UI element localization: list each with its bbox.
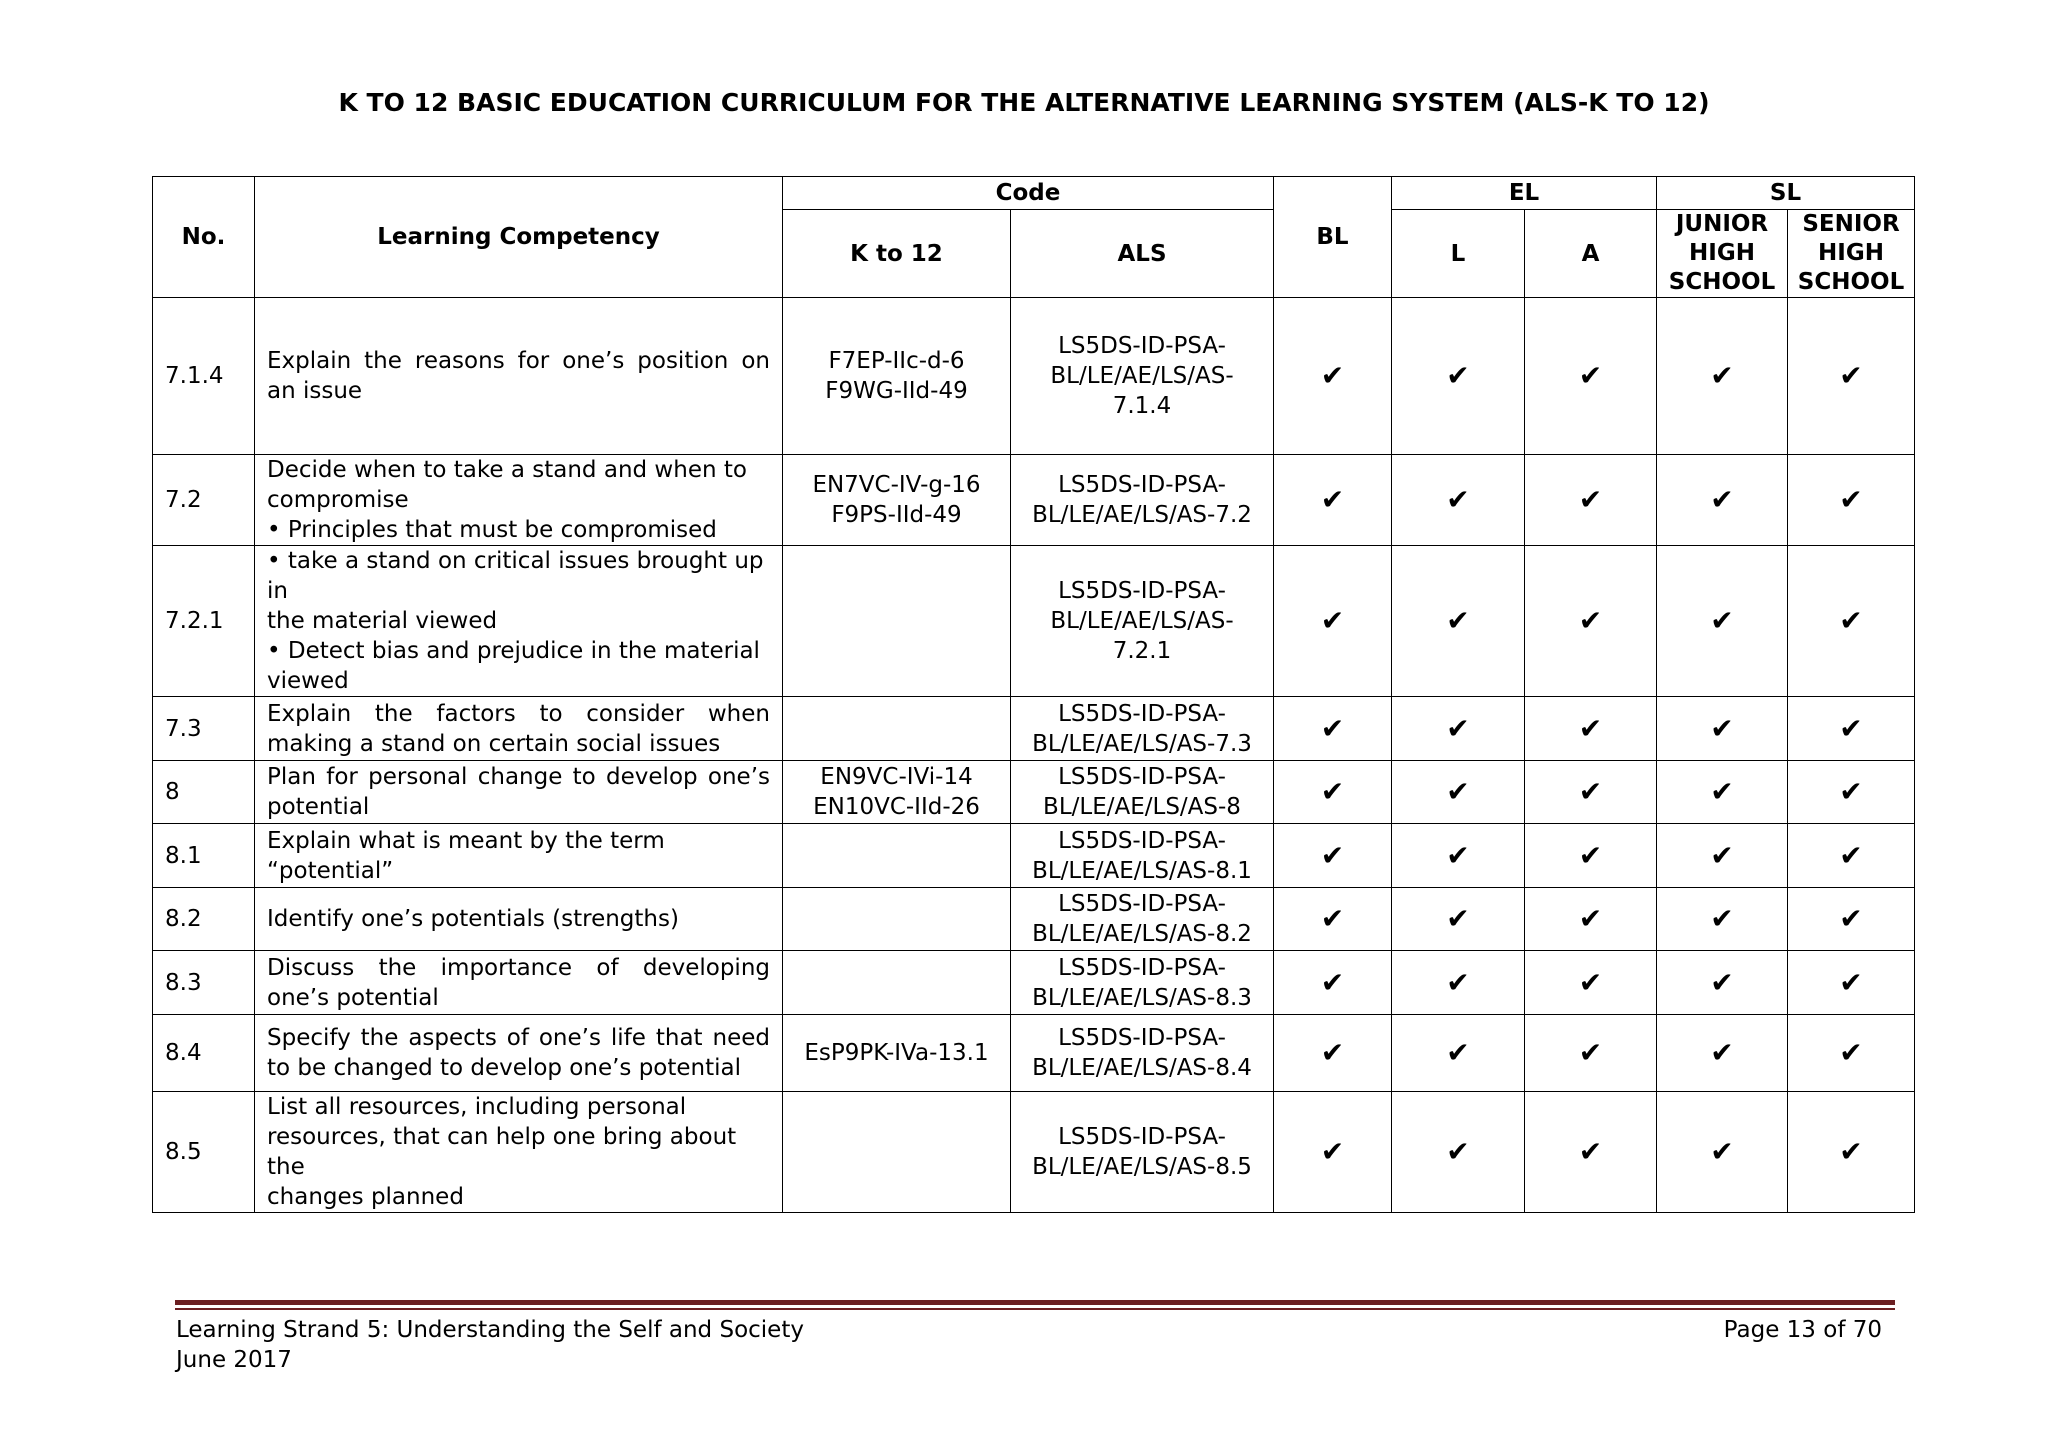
competency-line: Plan for personal change to develop one’s potential [267, 764, 770, 820]
table-row [153, 1015, 1915, 1092]
als-code-line: LS5DS-ID-PSA- [1058, 827, 1226, 854]
als-code [1011, 1092, 1274, 1213]
k-to-12-code [783, 1015, 1011, 1092]
row-number: 8.2 [153, 888, 255, 951]
table-row [153, 298, 1915, 455]
als-code-line: BL/LE/AE/LS/AS-8.2 [1032, 921, 1252, 947]
check-mark-el-l: ✔ [1392, 298, 1525, 455]
check-mark-el-a: ✔ [1525, 888, 1657, 951]
check-mark-el-a: ✔ [1525, 455, 1657, 546]
check-mark-el-a: ✔ [1525, 697, 1657, 761]
table-row [153, 1092, 1915, 1213]
row-number: 7.2 [153, 455, 255, 546]
check-mark-jhs: ✔ [1657, 761, 1788, 824]
check-mark-shs: ✔ [1788, 455, 1915, 546]
competency-line: resources, that can help one bring about the [267, 1124, 737, 1180]
table-row [153, 888, 1915, 951]
learning-competency [255, 761, 783, 824]
als-code [1011, 1015, 1274, 1092]
k-to-12-code [783, 761, 1011, 824]
competency-line: the material viewed [267, 608, 498, 634]
als-code [1011, 824, 1274, 888]
header-bl: BL [1274, 177, 1392, 298]
check-mark-el-a: ✔ [1525, 1015, 1657, 1092]
als-code-line: LS5DS-ID-PSA- [1058, 764, 1226, 790]
competency-line: compromise [267, 487, 409, 513]
check-mark-bl: ✔ [1274, 951, 1392, 1015]
check-mark-bl: ✔ [1274, 455, 1392, 546]
header-senior-high-school: SENIOR HIGH SCHOOL [1788, 210, 1915, 298]
check-mark-el-l: ✔ [1392, 1015, 1525, 1092]
als-code-line: LS5DS-ID-PSA- [1058, 578, 1226, 604]
learning-competency [255, 824, 783, 888]
als-code-line: LS5DS-ID-PSA- [1058, 1124, 1226, 1150]
check-mark-jhs: ✔ [1657, 455, 1788, 546]
als-code-line: BL/LE/AE/LS/AS-8.4 [1032, 1055, 1252, 1081]
footer-date: June 2017 [176, 1347, 292, 1373]
table-body [153, 298, 1915, 1213]
k-to-12-code-line: F7EP-IIc-d-6 [828, 348, 965, 374]
competency-line: Explain the factors to consider when making a stand on certain social issues [267, 700, 770, 757]
check-mark-bl: ✔ [1274, 888, 1392, 951]
als-code-line: LS5DS-ID-PSA- [1058, 333, 1226, 359]
check-mark-el-l: ✔ [1392, 888, 1525, 951]
check-mark-el-l: ✔ [1392, 697, 1525, 761]
check-mark-el-l: ✔ [1392, 761, 1525, 824]
check-mark-el-l: ✔ [1392, 824, 1525, 888]
k-to-12-code-line: EN7VC-IV-g-16 [812, 472, 981, 498]
check-mark-el-a: ✔ [1525, 761, 1657, 824]
competency-line: Discuss the importance of developing one’s potential [267, 954, 770, 1011]
k-to-12-code [783, 697, 1011, 761]
k-to-12-code [783, 1092, 1011, 1213]
learning-competency [255, 951, 783, 1015]
k-to-12-code [783, 298, 1011, 455]
als-code-line: BL/LE/AE/LS/AS-8.5 [1032, 1154, 1252, 1180]
row-number: 8.1 [153, 824, 255, 888]
check-mark-shs: ✔ [1788, 824, 1915, 888]
learning-competency [255, 1015, 783, 1092]
header-code: Code [783, 177, 1274, 210]
header-learning-competency: Learning Competency [255, 177, 783, 298]
check-mark-bl: ✔ [1274, 697, 1392, 761]
learning-competency [255, 546, 783, 697]
footer-rule [175, 1300, 1895, 1305]
footer-rule-thin [175, 1308, 1895, 1310]
als-code-line: 7.2.1 [1112, 638, 1172, 664]
check-mark-bl: ✔ [1274, 298, 1392, 455]
table-row [153, 546, 1915, 697]
row-number: 8.5 [153, 1092, 255, 1213]
check-mark-bl: ✔ [1274, 1092, 1392, 1213]
als-code-line: LS5DS-ID-PSA- [1058, 1025, 1226, 1051]
als-code-line: BL/LE/AE/LS/AS-7.2 [1032, 502, 1252, 528]
als-code [1011, 298, 1274, 455]
als-code-line: BL/LE/AE/LS/AS-7.3 [1032, 730, 1252, 757]
row-number: 8.3 [153, 951, 255, 1015]
header-sl: SL [1657, 177, 1915, 210]
competency-line: Explain what is meant by the term “potential” [267, 827, 665, 884]
check-mark-el-a: ✔ [1525, 824, 1657, 888]
check-mark-bl: ✔ [1274, 824, 1392, 888]
als-code [1011, 546, 1274, 697]
check-mark-shs: ✔ [1788, 951, 1915, 1015]
check-mark-el-a: ✔ [1525, 1092, 1657, 1213]
check-mark-el-l: ✔ [1392, 1092, 1525, 1213]
learning-competency [255, 1092, 783, 1213]
check-mark-el-l: ✔ [1392, 951, 1525, 1015]
check-mark-shs: ✔ [1788, 888, 1915, 951]
check-mark-el-l: ✔ [1392, 455, 1525, 546]
table-row [153, 697, 1915, 761]
als-code-line: BL/LE/AE/LS/AS-8.3 [1032, 984, 1252, 1011]
als-code-line: 7.1.4 [1112, 393, 1172, 419]
check-mark-shs: ✔ [1788, 1015, 1915, 1092]
header-junior-high-school: JUNIOR HIGH SCHOOL [1657, 210, 1788, 298]
competency-line: Decide when to take a stand and when to [267, 457, 747, 483]
k-to-12-code-line: EN9VC-IVi-14 [820, 764, 973, 790]
als-code-line: BL/LE/AE/LS/AS-8.1 [1032, 857, 1252, 884]
learning-competency [255, 697, 783, 761]
header-el-a: A [1525, 210, 1657, 298]
document-title: K TO 12 BASIC EDUCATION CURRICULUM FOR THE ALTERNATIVE LEARNING SYSTEM (ALS-K TO 12) [338, 88, 1710, 117]
footer-left [176, 1315, 804, 1375]
competency-line: changes planned [267, 1184, 464, 1210]
row-number: 7.3 [153, 697, 255, 761]
als-code [1011, 951, 1274, 1015]
k-to-12-code [783, 888, 1011, 951]
row-number: 8 [153, 761, 255, 824]
table-row [153, 824, 1915, 888]
check-mark-bl: ✔ [1274, 761, 1392, 824]
k-to-12-code [783, 951, 1011, 1015]
table-row [153, 455, 1915, 546]
check-mark-el-a: ✔ [1525, 546, 1657, 697]
check-mark-el-a: ✔ [1525, 951, 1657, 1015]
check-mark-jhs: ✔ [1657, 1015, 1788, 1092]
check-mark-jhs: ✔ [1657, 951, 1788, 1015]
check-mark-jhs: ✔ [1657, 824, 1788, 888]
als-code-line: LS5DS-ID-PSA- [1058, 472, 1226, 498]
k-to-12-code-line: EsP9PK-IVa-13.1 [804, 1040, 989, 1066]
header-el-l: L [1392, 210, 1525, 298]
k-to-12-code [783, 455, 1011, 546]
learning-competency [255, 455, 783, 546]
check-mark-jhs: ✔ [1657, 298, 1788, 455]
als-code-line: BL/LE/AE/LS/AS-8 [1043, 794, 1241, 820]
k-to-12-code [783, 546, 1011, 697]
check-mark-el-a: ✔ [1525, 298, 1657, 455]
check-mark-bl: ✔ [1274, 1015, 1392, 1092]
table-row [153, 761, 1915, 824]
als-code [1011, 761, 1274, 824]
row-number: 7.2.1 [153, 546, 255, 697]
als-code-line: BL/LE/AE/LS/AS- [1050, 363, 1234, 389]
competency-line: • Detect bias and prejudice in the material [267, 638, 760, 664]
k-to-12-code-line: F9WG-IId-49 [825, 378, 968, 404]
check-mark-shs: ✔ [1788, 697, 1915, 761]
als-code [1011, 455, 1274, 546]
k-to-12-code-line: F9PS-IId-49 [831, 502, 962, 528]
als-code [1011, 888, 1274, 951]
table-row [153, 951, 1915, 1015]
competency-line: • take a stand on critical issues brought up in [267, 548, 764, 604]
check-mark-jhs: ✔ [1657, 546, 1788, 697]
check-mark-shs: ✔ [1788, 298, 1915, 455]
competency-line: Explain the reasons for one’s position on an issue [267, 348, 770, 404]
check-mark-jhs: ✔ [1657, 697, 1788, 761]
check-mark-bl: ✔ [1274, 546, 1392, 697]
competency-line: viewed [267, 668, 349, 694]
competency-line: Specify the aspects of one’s life that need to be changed to develop one’s potential [267, 1025, 770, 1081]
als-code-line: LS5DS-ID-PSA- [1058, 954, 1226, 981]
k-to-12-code [783, 824, 1011, 888]
header-k-to-12: K to 12 [783, 210, 1011, 298]
check-mark-jhs: ✔ [1657, 888, 1788, 951]
header-als: ALS [1011, 210, 1274, 298]
learning-competency [255, 888, 783, 951]
header-el: EL [1392, 177, 1657, 210]
footer-strand: Learning Strand 5: Understanding the Self and Society [176, 1317, 804, 1343]
curriculum-table [152, 176, 1915, 1213]
header-no: No. [153, 177, 255, 298]
als-code-line: LS5DS-ID-PSA- [1058, 700, 1226, 727]
competency-line: List all resources, including personal [267, 1094, 687, 1120]
learning-competency [255, 298, 783, 455]
k-to-12-code-line: EN10VC-IId-26 [813, 794, 980, 820]
als-code [1011, 697, 1274, 761]
row-number: 7.1.4 [153, 298, 255, 455]
competency-line: • Principles that must be compromised [267, 517, 717, 543]
check-mark-shs: ✔ [1788, 546, 1915, 697]
check-mark-jhs: ✔ [1657, 1092, 1788, 1213]
footer-page-number: Page 13 of 70 [1723, 1317, 1882, 1343]
als-code-line: LS5DS-ID-PSA- [1058, 891, 1226, 917]
check-mark-el-l: ✔ [1392, 546, 1525, 697]
row-number: 8.4 [153, 1015, 255, 1092]
check-mark-shs: ✔ [1788, 1092, 1915, 1213]
als-code-line: BL/LE/AE/LS/AS- [1050, 608, 1234, 634]
table-header [153, 177, 1915, 298]
competency-line: Identify one’s potentials (strengths) [267, 906, 679, 932]
check-mark-shs: ✔ [1788, 761, 1915, 824]
